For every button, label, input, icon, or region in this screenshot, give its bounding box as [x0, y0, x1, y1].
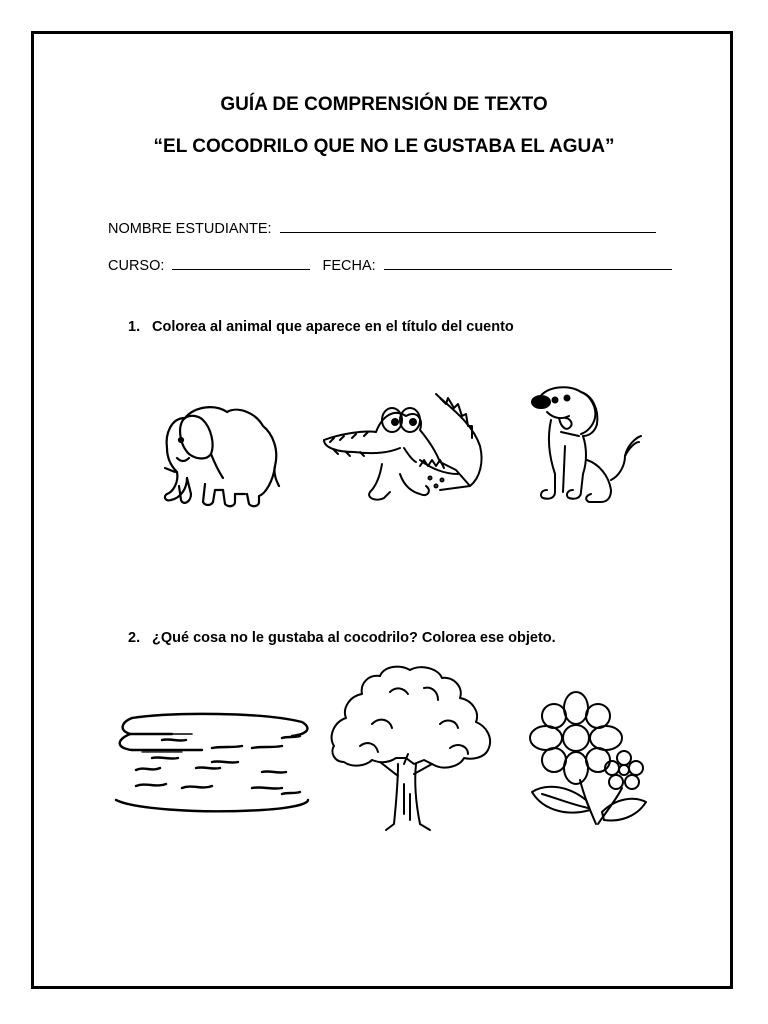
story-title: “EL COCODRILO QUE NO LE GUSTABA EL AGUA”: [153, 136, 615, 157]
question-2: [128, 630, 556, 646]
student-name-label: NOMBRE ESTUDIANTE:: [108, 221, 272, 237]
question-number: 2.: [128, 630, 141, 646]
tree-image[interactable]: [320, 664, 502, 832]
question-text: Colorea al animal que aparece en el título del cuento: [152, 319, 514, 335]
student-name-row: [108, 219, 656, 237]
dog-image[interactable]: [525, 380, 645, 510]
course-date-row: [108, 256, 672, 274]
course-blank[interactable]: [172, 256, 310, 270]
question-number: 1.: [128, 319, 141, 335]
date-label: FECHA:: [322, 258, 376, 274]
date-blank[interactable]: [384, 256, 672, 270]
crocodile-image[interactable]: [320, 382, 485, 510]
flowers-image[interactable]: [526, 688, 650, 828]
student-name-blank[interactable]: [280, 219, 656, 233]
water-image[interactable]: [112, 708, 312, 828]
elephant-image[interactable]: [155, 398, 283, 510]
course-label: CURSO:: [108, 258, 165, 274]
question-1: [128, 319, 514, 335]
question-text: ¿Qué cosa no le gustaba al cocodrilo? Colorea ese objeto.: [152, 630, 556, 646]
page-border: [31, 31, 733, 989]
worksheet-title: GUÍA DE COMPRENSIÓN DE TEXTO: [220, 94, 548, 115]
